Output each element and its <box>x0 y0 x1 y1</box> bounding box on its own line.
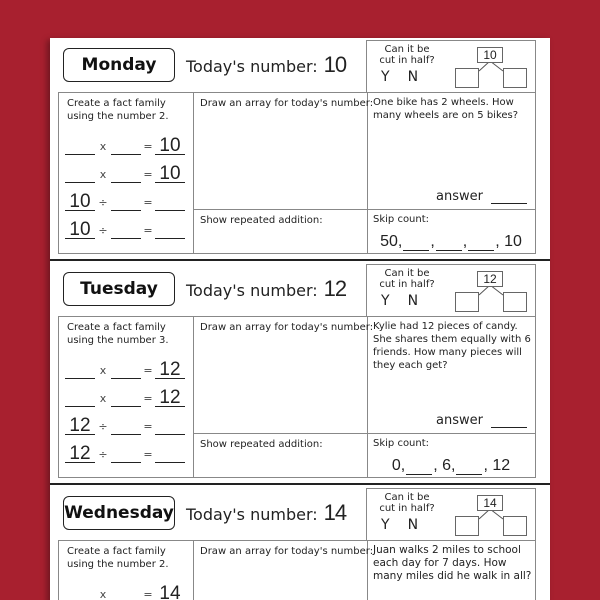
blank-b[interactable] <box>111 417 141 435</box>
day-divider <box>50 483 550 485</box>
blank-b[interactable] <box>111 221 141 239</box>
skip-blank[interactable] <box>468 239 494 251</box>
blank-a[interactable] <box>65 137 95 155</box>
number-bond-part-right[interactable] <box>503 68 527 88</box>
operator: x <box>99 140 107 153</box>
divider <box>193 541 194 600</box>
todays-number-value: 10 <box>323 52 347 77</box>
cut-in-half-box <box>366 264 536 316</box>
todays-number <box>186 52 346 78</box>
answer-field[interactable] <box>436 189 527 204</box>
fact-row[interactable] <box>65 441 189 463</box>
fact-family-prompt: Create a fact family using the number 3. <box>67 322 169 346</box>
cut-in-half-question: Can it be cut in half? <box>379 44 435 66</box>
skip-count-prompt: Skip count: <box>373 214 430 225</box>
repeated-addition-prompt: Show repeated addition: <box>200 439 323 450</box>
blank-a[interactable]: 10 <box>65 193 95 211</box>
operator: x <box>99 392 107 405</box>
equals-sign: = <box>143 448 153 461</box>
blank-c[interactable] <box>155 221 185 239</box>
blank-b[interactable] <box>111 361 141 379</box>
blank-a[interactable]: 12 <box>65 417 95 435</box>
blank-c[interactable]: 10 <box>155 165 185 183</box>
yes-no-choice <box>381 293 418 309</box>
fact-row[interactable] <box>65 385 189 407</box>
todays-number <box>186 276 346 302</box>
number-bond-whole: 14 <box>477 495 503 511</box>
todays-number-value: 12 <box>323 276 347 301</box>
fact-row[interactable] <box>65 161 189 183</box>
equals-sign: = <box>143 196 153 209</box>
array-prompt: Draw an array for today's number: <box>200 546 374 557</box>
skip-blank[interactable] <box>406 463 432 475</box>
answer-label: answer <box>436 413 483 428</box>
yes-option[interactable]: Y <box>381 69 390 85</box>
equals-sign: = <box>143 140 153 153</box>
number-bond-part-left[interactable] <box>455 516 479 536</box>
skip-blank[interactable] <box>436 239 462 251</box>
word-problem: Juan walks 2 miles to school each day for 7 days. How many miles did he walk in all? <box>373 544 532 582</box>
fact-row[interactable] <box>65 357 189 379</box>
answer-blank[interactable] <box>491 194 527 204</box>
day-section-tuesday <box>50 262 550 484</box>
number-bond-whole: 12 <box>477 271 503 287</box>
blank-c[interactable]: 12 <box>155 361 185 379</box>
day-section-monday <box>50 38 550 260</box>
todays-number-value: 14 <box>323 500 347 525</box>
equals-sign: = <box>143 224 153 237</box>
fact-row[interactable] <box>65 581 189 600</box>
operator: x <box>99 364 107 377</box>
blank-b[interactable] <box>111 193 141 211</box>
day-section-wednesday <box>50 486 550 600</box>
skip-value: , 10 <box>495 233 522 250</box>
operator: ÷ <box>98 196 108 209</box>
number-bond <box>455 47 527 89</box>
blank-a[interactable] <box>65 389 95 407</box>
blank-b[interactable] <box>111 585 141 600</box>
divider <box>367 317 368 477</box>
blank-a[interactable] <box>65 165 95 183</box>
day-divider <box>50 259 550 261</box>
cut-in-half-question: Can it be cut in half? <box>379 492 435 514</box>
skip-value: 0, <box>391 457 406 474</box>
blank-c[interactable]: 12 <box>155 389 185 407</box>
word-problem: One bike has 2 wheels. How many wheels are on 5 bikes? <box>373 97 519 121</box>
array-prompt: Draw an array for today's number: <box>200 322 374 333</box>
blank-b[interactable] <box>111 137 141 155</box>
blank-a[interactable]: 12 <box>65 445 95 463</box>
number-bond-part-right[interactable] <box>503 292 527 312</box>
cut-in-half-box <box>366 488 536 540</box>
number-bond <box>455 271 527 313</box>
no-option[interactable]: N <box>407 293 419 309</box>
no-option[interactable]: N <box>407 517 419 533</box>
operator: ÷ <box>98 448 108 461</box>
operator: x <box>99 588 107 600</box>
day-label-wednesday: Wednesday <box>63 496 175 530</box>
fact-family-prompt: Create a fact family using the number 2. <box>67 98 169 122</box>
todays-number <box>186 500 346 526</box>
skip-count-sequence[interactable]: 50, , , , 10 <box>380 233 522 250</box>
operator: ÷ <box>98 224 108 237</box>
blank-c[interactable]: 14 <box>155 585 185 600</box>
number-bond-whole: 10 <box>477 47 503 63</box>
blank-b[interactable] <box>111 389 141 407</box>
blank-a[interactable] <box>65 585 95 600</box>
day-label-monday: Monday <box>63 48 175 82</box>
divider <box>193 317 194 477</box>
skip-count-sequence[interactable] <box>373 455 529 475</box>
blank-b[interactable] <box>111 165 141 183</box>
answer-field[interactable] <box>436 413 527 428</box>
divider <box>367 93 368 253</box>
skip-blank[interactable] <box>403 239 429 251</box>
number-bond <box>455 495 527 537</box>
blank-a[interactable] <box>65 361 95 379</box>
divider <box>193 209 535 210</box>
todays-number-label: Today's number: <box>186 505 318 524</box>
activity-grid <box>58 316 536 478</box>
skip-value: 50, <box>380 233 403 250</box>
day-label-tuesday: Tuesday <box>63 272 175 306</box>
number-bond-part-left[interactable] <box>455 292 479 312</box>
blank-c[interactable] <box>155 417 185 435</box>
worksheet-page <box>50 38 550 600</box>
fact-row[interactable] <box>65 217 189 239</box>
fact-row[interactable] <box>65 413 189 435</box>
word-problem: Kylie had 12 pieces of candy. She shares them equally with 6 friends. How many pieces will they each get? <box>373 321 531 371</box>
equals-sign: = <box>143 392 153 405</box>
yes-no-choice <box>381 69 418 85</box>
skip-count-prompt: Skip count: <box>373 438 430 449</box>
yes-no-choice <box>381 517 418 533</box>
blank-a[interactable]: 10 <box>65 221 95 239</box>
todays-number-label: Today's number: <box>186 281 318 300</box>
number-bond-part-left[interactable] <box>455 68 479 88</box>
activity-grid <box>58 92 536 254</box>
fact-row[interactable] <box>65 133 189 155</box>
equals-sign: = <box>143 420 153 433</box>
blank-c[interactable] <box>155 193 185 211</box>
yes-option[interactable]: Y <box>381 293 390 309</box>
fact-family-prompt: Create a fact family using the number 2. <box>67 546 169 570</box>
operator: ÷ <box>98 420 108 433</box>
skip-value: , 6, <box>433 457 456 474</box>
divider <box>193 93 194 253</box>
cut-in-half-question: Can it be cut in half? <box>379 268 435 290</box>
divider <box>193 433 535 434</box>
skip-value: , 12 <box>483 457 511 474</box>
cut-in-half-box <box>366 40 536 92</box>
blank-b[interactable] <box>111 445 141 463</box>
yes-option[interactable]: Y <box>381 517 390 533</box>
answer-label: answer <box>436 189 483 204</box>
answer-blank[interactable] <box>491 418 527 428</box>
equals-sign: = <box>143 168 153 181</box>
activity-grid <box>58 540 536 600</box>
blank-c[interactable]: 10 <box>155 137 185 155</box>
number-bond-part-right[interactable] <box>503 516 527 536</box>
array-prompt: Draw an array for today's number: <box>200 98 374 109</box>
equals-sign: = <box>143 588 153 600</box>
operator: x <box>99 168 107 181</box>
blank-c[interactable] <box>155 445 185 463</box>
repeated-addition-prompt: Show repeated addition: <box>200 215 323 226</box>
todays-number-label: Today's number: <box>186 57 318 76</box>
skip-blank[interactable] <box>456 463 482 475</box>
fact-row[interactable] <box>65 189 189 211</box>
no-option[interactable]: N <box>407 69 419 85</box>
equals-sign: = <box>143 364 153 377</box>
